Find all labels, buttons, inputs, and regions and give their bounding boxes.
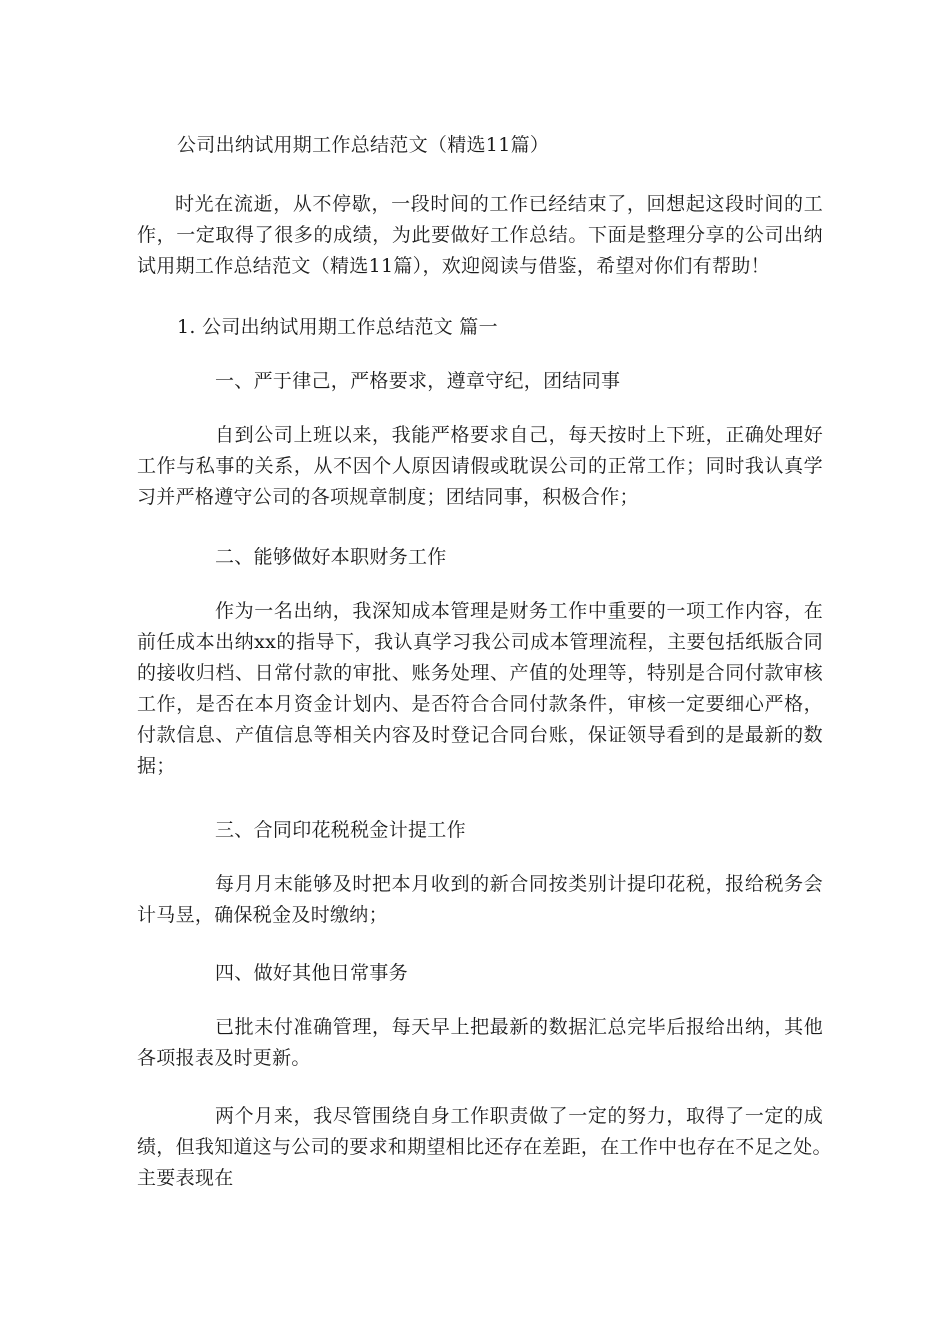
intro-line: 时光在流逝，从不停歇，一段时间的工作已经结束了，回想起这段时间的工 [175,193,823,215]
document-title: 公司出纳试用期工作总结范文（精选11篇） [177,134,550,156]
intro-line: 作，一定取得了很多的成绩，为此要做好工作总结。下面是整理分享的公司出纳 [137,224,823,246]
paragraph-line: 付款信息、产值信息等相关内容及时登记合同台账，保证领导看到的是最新的数 [137,724,823,746]
paragraph-line: 前任成本出纳xx的指导下，我认真学习我公司成本管理流程，主要包括纸版合同 [137,631,823,653]
section-heading: 三、合同印花税税金计提工作 [215,819,466,841]
closing-paragraph [137,1101,832,1194]
intro-paragraph [137,189,823,282]
section-2-paragraph [137,596,823,782]
paragraph-line: 计马昱，确保税金及时缴纳； [137,904,388,926]
paragraph-line: 各项报表及时更新。 [137,1047,311,1069]
paragraph-line: 每月月末能够及时把本月收到的新合同按类别计提印花税，报给税务会 [215,873,823,895]
section-3-paragraph [137,869,823,931]
paragraph-line: 工作，是否在本月资金计划内、是否符合合同付款条件，审核一定要细心严格， [137,693,823,715]
section-1-paragraph [137,420,823,513]
paragraph-line: 习并严格遵守公司的各项规章制度；团结同事，积极合作； [137,486,639,508]
intro-line: 试用期工作总结范文（精选11篇），欢迎阅读与借鉴，希望对你们有帮助！ [137,255,770,277]
paragraph-line: 绩，但我知道这与公司的要求和期望相比还存在差距，在工作中也存在不足之处。 [137,1136,832,1158]
section-4-paragraph [137,1012,823,1074]
paragraph-line: 作为一名出纳，我深知成本管理是财务工作中重要的一项工作内容，在 [215,600,823,622]
paragraph-line: 工作与私事的关系，从不因个人原因请假或耽误公司的正常工作；同时我认真学 [137,455,823,477]
paragraph-line: 主要表现在 [137,1167,234,1189]
article-heading: 1. 公司出纳试用期工作总结范文 篇一 [177,316,498,338]
section-heading: 一、严于律己，严格要求，遵章守纪，团结同事 [215,370,621,392]
paragraph-line: 已批未付准确管理，每天早上把最新的数据汇总完毕后报给出纳，其他 [215,1016,823,1038]
paragraph-line: 的接收归档、日常付款的审批、账务处理、产值的处理等，特别是合同付款审核 [137,662,823,684]
section-heading: 二、能够做好本职财务工作 [215,546,447,568]
paragraph-line: 两个月来，我尽管围绕自身工作职责做了一定的努力，取得了一定的成 [215,1105,823,1127]
paragraph-line: 自到公司上班以来，我能严格要求自己，每天按时上下班，正确处理好 [215,424,823,446]
section-heading: 四、做好其他日常事务 [215,962,409,984]
paragraph-line: 据； [137,755,176,777]
